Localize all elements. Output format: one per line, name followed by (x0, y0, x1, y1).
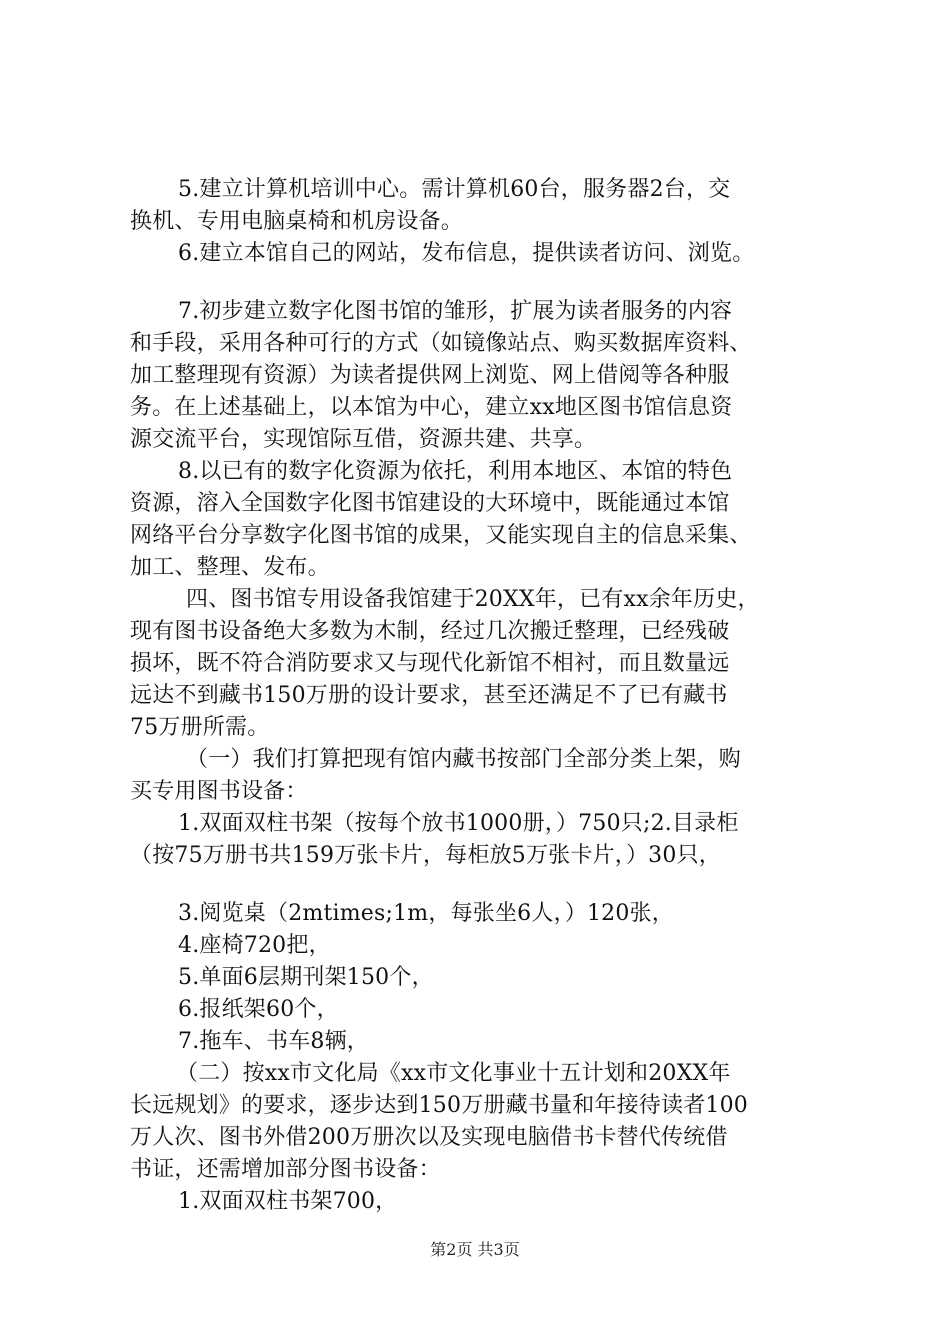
text-line: （二）按xx市文化局《xx市文化事业十五计划和20XX年 (176, 1061, 731, 1086)
text-line: 7.拖车、书车8辆， (178, 1029, 369, 1054)
text-line: 和手段，采用各种可行的方式（如镜像站点、购买数据库资料、 (130, 331, 752, 356)
text-line: 四、图书馆专用设备我馆建于20XX年，已有xx余年历史， (186, 587, 760, 612)
text-line: 5.建立计算机培训中心。需计算机60台，服务器2台，交 (178, 177, 731, 202)
text-line: 6.报纸架60个， (178, 997, 339, 1022)
text-line: 75万册所需。 (130, 715, 270, 740)
text-line: 长远规划》的要求，逐步达到150万册藏书量和年接待读者100 (130, 1093, 748, 1118)
text-line: 3.阅览桌（2mtimes;1m，每张坐6人，）120张， (178, 901, 674, 926)
text-line: 5.单面6层期刊架150个， (178, 965, 434, 990)
text-line: 买专用图书设备： (130, 779, 308, 804)
text-line: 7.初步建立数字化图书馆的雏形，扩展为读者服务的内容 (178, 299, 733, 324)
text-line: （按75万册书共159万张卡片，每柜放5万张卡片，）30只， (130, 843, 721, 868)
text-line: 4.座椅720把， (178, 933, 331, 958)
text-line: 远达不到藏书150万册的设计要求，甚至还满足不了已有藏书 (130, 683, 728, 708)
text-line: 损坏，既不符合消防要求又与现代化新馆不相衬，而且数量远 (130, 651, 730, 676)
text-line: 换机、专用电脑桌椅和机房设备。 (130, 209, 464, 234)
text-line: 1.双面双柱书架（按每个放书1000册，）750只;2.目录柜 (178, 811, 739, 836)
text-line: 6.建立本馆自己的网站，发布信息，提供读者访问、浏览。 (178, 241, 755, 266)
text-line: 1.双面双柱书架700， (178, 1189, 398, 1214)
text-line: 加工整理现有资源）为读者提供网上浏览、网上借阅等各种服 (130, 363, 730, 388)
text-line: 网络平台分享数字化图书馆的成果，又能实现自主的信息采集、 (130, 523, 752, 548)
text-line: 书证，还需增加部分图书设备： (130, 1157, 441, 1182)
text-line: 现有图书设备绝大多数为木制，经过几次搬迁整理，已经残破 (130, 619, 730, 644)
text-line: 8.以已有的数字化资源为依托，利用本地区、本馆的特色 (178, 459, 733, 484)
text-line: 源交流平台，实现馆际互借，资源共建、共享。 (130, 427, 597, 452)
text-line: 万人次、图书外借200万册次以及实现电脑借书卡替代传统借 (130, 1125, 728, 1150)
text-line: （一）我们打算把现有馆内藏书按部门全部分类上架，购 (186, 747, 742, 772)
text-line: 务。在上述基础上，以本馆为中心，建立xx地区图书馆信息资 (130, 395, 733, 420)
text-line: 资源，溶入全国数字化图书馆建设的大环境中，既能通过本馆 (130, 491, 730, 516)
page-footer: 第2页 共3页 (430, 1240, 520, 1259)
text-line: 加工、整理、发布。 (130, 555, 330, 580)
